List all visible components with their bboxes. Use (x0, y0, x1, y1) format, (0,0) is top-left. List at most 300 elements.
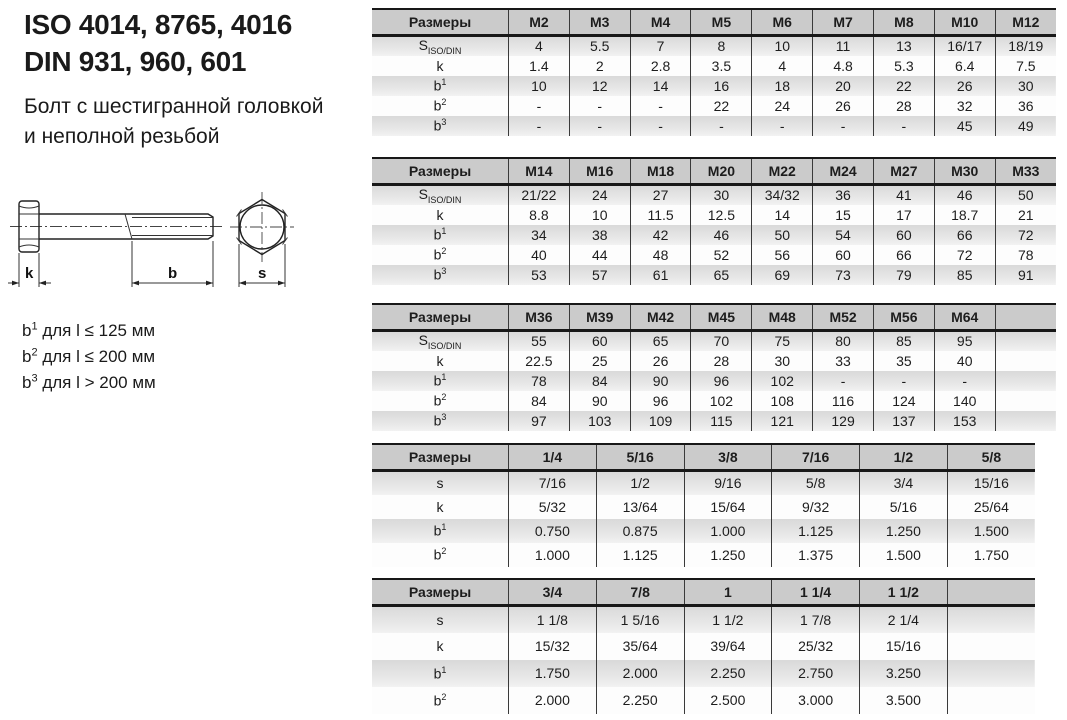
dimension-value-cell (995, 411, 1056, 431)
dimension-value-cell: 2 1/4 (860, 606, 948, 633)
dimension-value-cell: 1.500 (947, 519, 1035, 543)
dimension-value-cell: 55 (509, 331, 570, 351)
dimension-value-cell: 15/16 (860, 633, 948, 660)
dimension-value-cell: 25 (569, 351, 630, 371)
size-column-header: 5/16 (596, 444, 684, 471)
dimension-value-cell: 75 (752, 331, 813, 351)
table-row (372, 245, 1056, 265)
dimension-value-cell: 26 (934, 76, 995, 96)
dimension-value-cell: 103 (569, 411, 630, 431)
dimension-value-cell: 33 (813, 351, 874, 371)
dimension-value-cell: 5.3 (873, 56, 934, 76)
dimension-value-cell: 1 1/8 (509, 606, 597, 633)
product-description-line2: и неполной резьбой (24, 125, 220, 148)
dimension-value-cell: 102 (691, 391, 752, 411)
size-column-header: 1 1/2 (860, 579, 948, 606)
dimension-value-cell: - (813, 116, 874, 136)
table-row (372, 687, 1035, 714)
dimension-value-cell: 1.4 (509, 56, 570, 76)
size-column-header: M5 (691, 9, 752, 36)
thread-length-note: $b^2$ для l ≤ 200 мм (22, 346, 156, 366)
row-label: $S_{ISO/DIN}$ (418, 332, 462, 351)
dimension-value-cell: 1.750 (509, 660, 597, 687)
table-row (372, 391, 1056, 411)
dimension-b (132, 241, 213, 287)
dimension-value-cell: 78 (995, 245, 1056, 265)
dimension-value-cell: 11 (813, 36, 874, 56)
dimension-value-cell: 48 (630, 245, 691, 265)
row-label: $b^3$ (433, 412, 447, 430)
row-label-column-header: Размеры (372, 158, 509, 185)
dimension-value-cell: 14 (630, 76, 691, 96)
dimension-value-cell: 36 (995, 96, 1056, 116)
dimension-value-cell: 25/32 (772, 633, 860, 660)
size-column-header: M36 (509, 304, 570, 331)
dimension-value-cell: 60 (813, 245, 874, 265)
bolt-head-front-view (230, 192, 294, 262)
dimension-value-cell: 13 (873, 36, 934, 56)
dimension-value-cell: 22 (873, 76, 934, 96)
row-label: k (436, 206, 444, 223)
dim-k-label: k (25, 265, 34, 282)
dimension-value-cell: 0.750 (509, 519, 597, 543)
dimension-value-cell: 78 (509, 371, 570, 391)
dimension-value-cell (947, 633, 1035, 660)
table-row (372, 225, 1056, 245)
product-description (24, 92, 323, 152)
product-description-line1: Болт с шестигранной головкой (24, 95, 324, 118)
dimension-value-cell: 1 1/2 (684, 606, 772, 633)
size-column-header: M24 (813, 158, 874, 185)
size-column-header: M6 (752, 9, 813, 36)
size-column-header: M64 (934, 304, 995, 331)
dimension-value-cell: 50 (752, 225, 813, 245)
dimension-value-cell: 8 (691, 36, 752, 56)
dimension-value-cell: 10 (509, 76, 570, 96)
dimension-value-cell: 18 (752, 76, 813, 96)
dimension-table-container (372, 157, 1056, 285)
dimension-value-cell: 34 (509, 225, 570, 245)
dimension-value-cell: 90 (569, 391, 630, 411)
dimension-value-cell: 109 (630, 411, 691, 431)
notes-list (22, 318, 156, 396)
row-label-column-header: Размеры (372, 9, 509, 36)
dimension-value-cell: 3.250 (860, 660, 948, 687)
size-column-header: 5/8 (947, 444, 1035, 471)
dimension-value-cell: 18/19 (995, 36, 1056, 56)
dimension-value-cell: 21 (995, 205, 1056, 225)
dimension-value-cell: 46 (691, 225, 752, 245)
table-row (372, 205, 1056, 225)
dimension-value-cell: 44 (569, 245, 630, 265)
dimension-value-cell: 1 5/16 (596, 606, 684, 633)
dimension-value-cell: 90 (630, 371, 691, 391)
dimension-value-cell: 25/64 (947, 495, 1035, 519)
dimension-value-cell: 2.8 (630, 56, 691, 76)
size-column-header: 1 1/4 (772, 579, 860, 606)
row-label-column-header: Размеры (372, 579, 509, 606)
size-column-header: M16 (569, 158, 630, 185)
size-column-header: 1 (684, 579, 772, 606)
size-column-header: M33 (995, 158, 1056, 185)
dimension-value-cell: 42 (630, 225, 691, 245)
table-row (372, 265, 1056, 285)
dimension-value-cell: 54 (813, 225, 874, 245)
dimension-value-cell: 30 (752, 351, 813, 371)
size-column-header: 1/2 (860, 444, 948, 471)
dimension-value-cell: 61 (630, 265, 691, 285)
table-row (372, 660, 1035, 687)
dimension-value-cell: 17 (873, 205, 934, 225)
dimension-value-cell: 85 (873, 331, 934, 351)
dimension-value-cell: 3.000 (772, 687, 860, 714)
dimension-value-cell: 3/4 (860, 471, 948, 495)
dimension-value-cell: 2.250 (684, 660, 772, 687)
dimension-value-cell: 5.5 (569, 36, 630, 56)
dimension-table-container (372, 578, 1035, 714)
dimension-value-cell: 27 (630, 185, 691, 205)
size-column-header: M20 (691, 158, 752, 185)
dimension-value-cell (995, 331, 1056, 351)
dimension-value-cell: 6.4 (934, 56, 995, 76)
dimension-value-cell: 96 (691, 371, 752, 391)
dimension-value-cell: 116 (813, 391, 874, 411)
dimension-value-cell: 97 (509, 411, 570, 431)
dimension-value-cell: 46 (934, 185, 995, 205)
dimension-value-cell: 96 (630, 391, 691, 411)
dimension-value-cell: 18.7 (934, 205, 995, 225)
dimension-value-cell: - (509, 116, 570, 136)
dimension-value-cell: 1.500 (860, 543, 948, 567)
size-column-header: M45 (691, 304, 752, 331)
size-column-header: 3/8 (684, 444, 772, 471)
dimension-value-cell: 40 (934, 351, 995, 371)
row-label: $b^3$ (433, 117, 447, 135)
dimension-value-cell: - (630, 96, 691, 116)
dimension-value-cell: 32 (934, 96, 995, 116)
dimension-value-cell: 1.000 (684, 519, 772, 543)
row-label: $b^1$ (433, 77, 447, 95)
row-label: $b^1$ (433, 664, 447, 682)
row-label-column-header: Размеры (372, 304, 509, 331)
size-column-header: M7 (813, 9, 874, 36)
table-row (372, 606, 1035, 633)
dimension-value-cell: - (630, 116, 691, 136)
dimension-value-cell: 40 (509, 245, 570, 265)
dimension-value-cell: 24 (752, 96, 813, 116)
dimension-value-cell: 20 (813, 76, 874, 96)
dimension-value-cell: 49 (995, 116, 1056, 136)
dimension-value-cell: - (509, 96, 570, 116)
dimension-value-cell: 15/16 (947, 471, 1035, 495)
dimension-value-cell: 30 (691, 185, 752, 205)
dimension-value-cell: 13/64 (596, 495, 684, 519)
size-column-header: M27 (873, 158, 934, 185)
size-column-header (995, 304, 1056, 331)
table-row (372, 116, 1056, 136)
row-label: k (436, 352, 444, 369)
dimension-value-cell: 1.250 (860, 519, 948, 543)
dimension-value-cell: 15/64 (684, 495, 772, 519)
dimension-value-cell: 2.750 (772, 660, 860, 687)
dimension-value-cell: 16 (691, 76, 752, 96)
row-label: s (436, 475, 444, 492)
dimension-value-cell: 137 (873, 411, 934, 431)
row-label: $b^1$ (433, 522, 447, 539)
dimension-value-cell (995, 351, 1056, 371)
dimension-value-cell: 4 (752, 56, 813, 76)
dimension-value-cell: 69 (752, 265, 813, 285)
dimension-value-cell: 80 (813, 331, 874, 351)
dimension-value-cell: 108 (752, 391, 813, 411)
row-label: $b^1$ (433, 372, 447, 390)
size-column-header: M39 (569, 304, 630, 331)
dimension-value-cell: 60 (569, 331, 630, 351)
size-column-header: M48 (752, 304, 813, 331)
size-column-header (947, 579, 1035, 606)
dimension-value-cell: 115 (691, 411, 752, 431)
table-row (372, 633, 1035, 660)
dimension-value-cell: 15/32 (509, 633, 597, 660)
dimension-value-cell: 129 (813, 411, 874, 431)
table-row (372, 371, 1056, 391)
dimension-value-cell: 95 (934, 331, 995, 351)
dimension-value-cell: 15 (813, 205, 874, 225)
dimension-value-cell: 9/32 (772, 495, 860, 519)
dimension-value-cell: 56 (752, 245, 813, 265)
size-column-header: M10 (934, 9, 995, 36)
dimension-table-container (372, 443, 1035, 567)
dimension-value-cell: 2.000 (509, 687, 597, 714)
dimension-value-cell: 1.125 (772, 519, 860, 543)
dimension-value-cell: 36 (813, 185, 874, 205)
dimension-value-cell: 2.500 (684, 687, 772, 714)
dimension-value-cell: 14 (752, 205, 813, 225)
dimension-value-cell: 84 (569, 371, 630, 391)
dimension-value-cell: 65 (691, 265, 752, 285)
dimension-value-cell: 121 (752, 411, 813, 431)
dimension-value-cell: 39/64 (684, 633, 772, 660)
dimension-value-cell: 41 (873, 185, 934, 205)
dimension-value-cell: 45 (934, 116, 995, 136)
dimension-value-cell: 9/16 (684, 471, 772, 495)
dimension-table-inch-threequarters-to-oneandhalf (372, 578, 1035, 714)
dimension-value-cell: 4.8 (813, 56, 874, 76)
dimension-value-cell: 35 (873, 351, 934, 371)
dimension-value-cell: - (691, 116, 752, 136)
din-standards-title: DIN 931, 960, 601 (24, 46, 247, 77)
dimension-value-cell: 30 (995, 76, 1056, 96)
bolt-technical-drawing (8, 190, 338, 302)
dimension-value-cell: 153 (934, 411, 995, 431)
dimension-value-cell: 10 (569, 205, 630, 225)
dimension-value-cell: 22 (691, 96, 752, 116)
dimension-value-cell: 2.000 (596, 660, 684, 687)
size-column-header: M3 (569, 9, 630, 36)
dimension-value-cell: 3.5 (691, 56, 752, 76)
row-label: $b^3$ (433, 266, 447, 284)
dimension-value-cell: 66 (934, 225, 995, 245)
dimension-value-cell: 124 (873, 391, 934, 411)
dimension-value-cell: 0.875 (596, 519, 684, 543)
row-label: s (436, 611, 444, 628)
row-label: $S_{ISO/DIN}$ (418, 186, 462, 205)
row-label: $b^2$ (433, 392, 447, 410)
dimension-value-cell: 24 (569, 185, 630, 205)
dimension-value-cell: 7 (630, 36, 691, 56)
dimension-value-cell: 140 (934, 391, 995, 411)
size-column-header: 1/4 (509, 444, 597, 471)
table-row (372, 471, 1035, 495)
table-row (372, 185, 1056, 205)
dimension-value-cell: 57 (569, 265, 630, 285)
dimension-value-cell (995, 371, 1056, 391)
dimension-table-container (372, 303, 1056, 431)
dimension-value-cell: 5/8 (772, 471, 860, 495)
size-column-header: M22 (752, 158, 813, 185)
dimension-value-cell: 5/32 (509, 495, 597, 519)
dimension-value-cell: - (873, 371, 934, 391)
dimension-value-cell (947, 660, 1035, 687)
size-column-header: M4 (630, 9, 691, 36)
dimension-table-container (372, 8, 1056, 136)
dimension-table-metric-m14-m33 (372, 157, 1056, 285)
table-row (372, 76, 1056, 96)
dimension-table-metric-m2-m12 (372, 8, 1056, 136)
dimension-value-cell: 53 (509, 265, 570, 285)
dimension-value-cell: 5/16 (860, 495, 948, 519)
thread-length-note: $b^1$ для l ≤ 125 мм (22, 320, 156, 340)
dimension-value-cell: 1/2 (596, 471, 684, 495)
dimension-value-cell: 38 (569, 225, 630, 245)
row-label: k (436, 638, 444, 654)
size-column-header: 7/8 (596, 579, 684, 606)
dimension-value-cell: 1.125 (596, 543, 684, 567)
size-column-header: 7/16 (772, 444, 860, 471)
dimension-value-cell: 12 (569, 76, 630, 96)
size-column-header: M56 (873, 304, 934, 331)
dimension-value-cell: 10 (752, 36, 813, 56)
dimension-k (8, 253, 51, 287)
dimension-value-cell: 4 (509, 36, 570, 56)
dimension-value-cell: 66 (873, 245, 934, 265)
table-row (372, 36, 1056, 56)
dimension-value-cell: - (813, 371, 874, 391)
thread-length-note: $b^3$ для l > 200 мм (22, 372, 156, 392)
dimension-value-cell: 21/22 (509, 185, 570, 205)
dimension-value-cell: 3.500 (860, 687, 948, 714)
size-column-header: 3/4 (509, 579, 597, 606)
row-label: $S_{ISO/DIN}$ (418, 37, 462, 56)
size-column-header: M18 (630, 158, 691, 185)
dim-s-label: s (258, 265, 267, 282)
table-row (372, 543, 1035, 567)
dimension-value-cell: 7/16 (509, 471, 597, 495)
dimension-value-cell: 102 (752, 371, 813, 391)
table-row (372, 96, 1056, 116)
dimension-value-cell: 72 (995, 225, 1056, 245)
dimension-value-cell: 12.5 (691, 205, 752, 225)
dimension-s (239, 244, 285, 287)
dimension-value-cell: - (934, 371, 995, 391)
dimension-value-cell: - (752, 116, 813, 136)
dimension-value-cell: - (569, 116, 630, 136)
dimension-value-cell: 79 (873, 265, 934, 285)
size-column-header: M52 (813, 304, 874, 331)
dimension-table-metric-m36-m64 (372, 303, 1056, 431)
row-label: k (436, 498, 444, 515)
dimension-value-cell: 2.250 (596, 687, 684, 714)
table-row (372, 351, 1056, 371)
dimension-value-cell: 34/32 (752, 185, 813, 205)
dimension-value-cell: 1.250 (684, 543, 772, 567)
dimension-value-cell: 22.5 (509, 351, 570, 371)
dimension-value-cell: 72 (934, 245, 995, 265)
row-label-column-header: Размеры (372, 444, 509, 471)
dimension-value-cell: 26 (813, 96, 874, 116)
size-column-header: M2 (509, 9, 570, 36)
dimension-value-cell: 26 (630, 351, 691, 371)
dimension-value-cell: 60 (873, 225, 934, 245)
dimension-value-cell: 52 (691, 245, 752, 265)
row-label: $b^1$ (433, 226, 447, 244)
dimension-value-cell: 11.5 (630, 205, 691, 225)
dimension-value-cell: 84 (509, 391, 570, 411)
dimension-value-cell: 1 7/8 (772, 606, 860, 633)
table-row (372, 331, 1056, 351)
row-label: $b^2$ (433, 691, 447, 709)
size-column-header: M30 (934, 158, 995, 185)
table-row (372, 519, 1035, 543)
dimension-value-cell: 2 (569, 56, 630, 76)
dimension-value-cell: 85 (934, 265, 995, 285)
row-label: $b^2$ (433, 97, 447, 115)
dimension-value-cell: 1.375 (772, 543, 860, 567)
dimension-value-cell: 8.8 (509, 205, 570, 225)
dimension-value-cell (995, 391, 1056, 411)
size-column-header: M12 (995, 9, 1056, 36)
dimension-value-cell: - (569, 96, 630, 116)
dimension-value-cell: 16/17 (934, 36, 995, 56)
dimension-value-cell: - (873, 116, 934, 136)
dimension-value-cell: 28 (873, 96, 934, 116)
iso-standards-title: ISO 4014, 8765, 4016 (24, 9, 292, 40)
size-column-header: M8 (873, 9, 934, 36)
dimension-value-cell: 65 (630, 331, 691, 351)
table-row (372, 56, 1056, 76)
row-label: $b^2$ (433, 246, 447, 264)
dimension-value-cell: 28 (691, 351, 752, 371)
table-row (372, 411, 1056, 431)
row-label: k (436, 57, 444, 74)
dimension-value-cell: 91 (995, 265, 1056, 285)
dimension-value-cell: 7.5 (995, 56, 1056, 76)
dim-b-label: b (168, 265, 178, 282)
size-column-header: M42 (630, 304, 691, 331)
table-row (372, 495, 1035, 519)
dimension-value-cell: 50 (995, 185, 1056, 205)
dimension-value-cell: 35/64 (596, 633, 684, 660)
standards-title-block (24, 6, 292, 80)
dimension-value-cell: 1.750 (947, 543, 1035, 567)
dimension-value-cell (947, 606, 1035, 633)
dimension-table-inch-quarter-to-fiveeighths (372, 443, 1035, 567)
row-label: $b^2$ (433, 546, 447, 563)
size-column-header: M14 (509, 158, 570, 185)
dimension-value-cell: 73 (813, 265, 874, 285)
dimension-value-cell (947, 687, 1035, 714)
dimension-value-cell: 1.000 (509, 543, 597, 567)
